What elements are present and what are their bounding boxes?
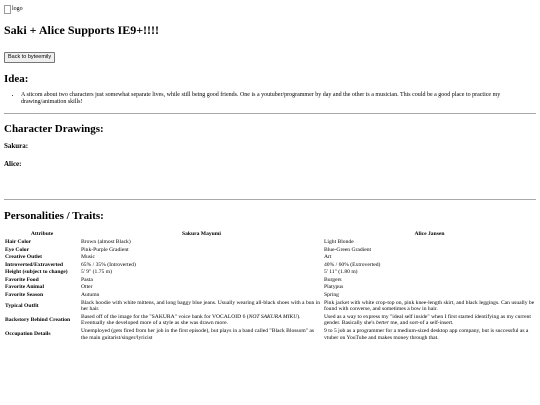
table-header-row bbox=[4, 231, 536, 239]
sakura-text: ). Eventually she developed more of a style as she was drawn more. bbox=[81, 313, 301, 327]
alice-cell: Platypus bbox=[324, 284, 344, 291]
attribute-cell: Favorite Animal bbox=[5, 284, 44, 291]
attribute-cell: Typical Outfit bbox=[5, 302, 39, 309]
alice-cell: 40% / 60% (Extroverted) bbox=[324, 261, 381, 268]
broken-image-icon bbox=[4, 5, 11, 14]
attribute-cell: Favorite Food bbox=[5, 276, 39, 283]
attribute-cell: Backstory Behind Creation bbox=[5, 317, 71, 324]
idea-section bbox=[4, 73, 536, 114]
drawings-heading: Character Drawings: bbox=[4, 122, 104, 135]
logo-alt-text: logo bbox=[12, 6, 23, 12]
alice-cell: Blue-Green Gradient bbox=[324, 246, 372, 253]
sakura-cell: 5' 9" (1.75 m) bbox=[81, 269, 112, 276]
alice-cell: 5' 11" (1.80 m) bbox=[324, 269, 358, 276]
table-row bbox=[4, 292, 536, 300]
sakura-cell bbox=[80, 313, 323, 327]
alice-text: Used as a way to express my "ideal self inside" when I first started identifying as my current gender. Basically she's bbox=[324, 313, 531, 327]
table-row bbox=[4, 261, 536, 269]
drawing-label-sakura: Sakura: bbox=[4, 141, 29, 150]
sakura-text: Based off of the image for the "SAKURA" voice bank for VOCALOID 6 ( bbox=[81, 313, 249, 320]
alice-cell: Light Blonde bbox=[324, 238, 354, 245]
table-row bbox=[4, 328, 536, 342]
drawings-area bbox=[4, 178, 536, 194]
table-row bbox=[4, 313, 536, 327]
sakura-cell: Brown (almost Black) bbox=[81, 238, 131, 245]
idea-heading: Idea: bbox=[4, 73, 29, 85]
table-row bbox=[4, 299, 536, 313]
sakura-cell: Black hoodie with white mittens, and long baggy blue jeans. Usually wearing all-black shoes with a bun in her hair. bbox=[81, 299, 321, 313]
divider bbox=[4, 199, 536, 200]
divider bbox=[4, 113, 536, 114]
attribute-cell: Hair Color bbox=[5, 238, 32, 245]
idea-list bbox=[4, 92, 536, 107]
drawings-section bbox=[4, 123, 536, 200]
idea-item-text: A sitcom about two characters just somewhat separate lives, while still being good friends. One is a youtuber/programmer by day and the other is a musician. This could be a good place to practice my drawing/animation skills! bbox=[21, 92, 501, 106]
traits-table bbox=[4, 231, 536, 342]
sakura-cell: Otter bbox=[81, 284, 93, 291]
back-button[interactable]: Back to byteemily bbox=[4, 52, 55, 63]
attribute-cell: Favorite Season bbox=[5, 292, 44, 299]
sakura-cell: Pasta bbox=[81, 276, 93, 283]
table-row bbox=[4, 246, 536, 254]
traits-section bbox=[4, 210, 536, 342]
sakura-emphasis: NOT SAKURA MIKU bbox=[248, 313, 298, 320]
alice-text: me, and sort-of a self-insert. bbox=[389, 320, 454, 327]
alice-cell: Art bbox=[324, 254, 332, 261]
table-row bbox=[4, 269, 536, 277]
table-row bbox=[4, 238, 536, 246]
alice-cell: 9 to 5 job as a programmer for a medium-sized desktop app company, but is successful as a vtuber on YouTube and makes money through that. bbox=[324, 328, 529, 341]
page-title: Saki + Alice Supports IE9+!!!! bbox=[4, 23, 160, 37]
traits-heading: Personalities / Traits: bbox=[4, 209, 104, 222]
alice-emphasis: better bbox=[375, 320, 390, 327]
idea-item bbox=[21, 92, 536, 107]
table-row bbox=[4, 276, 536, 284]
attribute-cell: Creative Outlet bbox=[5, 254, 43, 261]
alice-cell bbox=[323, 313, 536, 327]
alice-cell: Pink jacket with white crop-top on, pink knee-length skirt, and black leggings. Can usually be found with converse, and sometimes a bow in hair. bbox=[324, 299, 535, 313]
attribute-cell: Introverted/Extraverted bbox=[5, 261, 63, 268]
sakura-cell: Pink-Purple Gradient bbox=[81, 246, 129, 253]
drawing-label-alice: Alice: bbox=[4, 159, 22, 168]
column-header-alice: Alice Jansen bbox=[414, 231, 445, 238]
sakura-cell: 65% / 35% (Introverted) bbox=[81, 261, 136, 268]
sakura-cell: Unemployed (gets fired from her job in the first episode), but plays in a band called "Black Blossom" as the main guitarist/singer/lyricist bbox=[81, 328, 315, 341]
table-row bbox=[4, 284, 536, 292]
sakura-cell: Music bbox=[81, 254, 95, 261]
attribute-cell: Eye Color bbox=[5, 246, 30, 253]
alice-cell: Spring bbox=[324, 292, 339, 299]
column-header-attribute: Attribute bbox=[30, 231, 54, 238]
column-header-sakura: Sakura Mayumi bbox=[181, 231, 221, 238]
attribute-cell: Height (subject to change) bbox=[5, 269, 68, 276]
alice-cell: Burgers bbox=[324, 276, 342, 283]
sakura-cell: Autumn bbox=[81, 292, 100, 299]
logo bbox=[4, 3, 536, 15]
attribute-cell: Occupation Details bbox=[5, 331, 51, 338]
table-row bbox=[4, 254, 536, 262]
